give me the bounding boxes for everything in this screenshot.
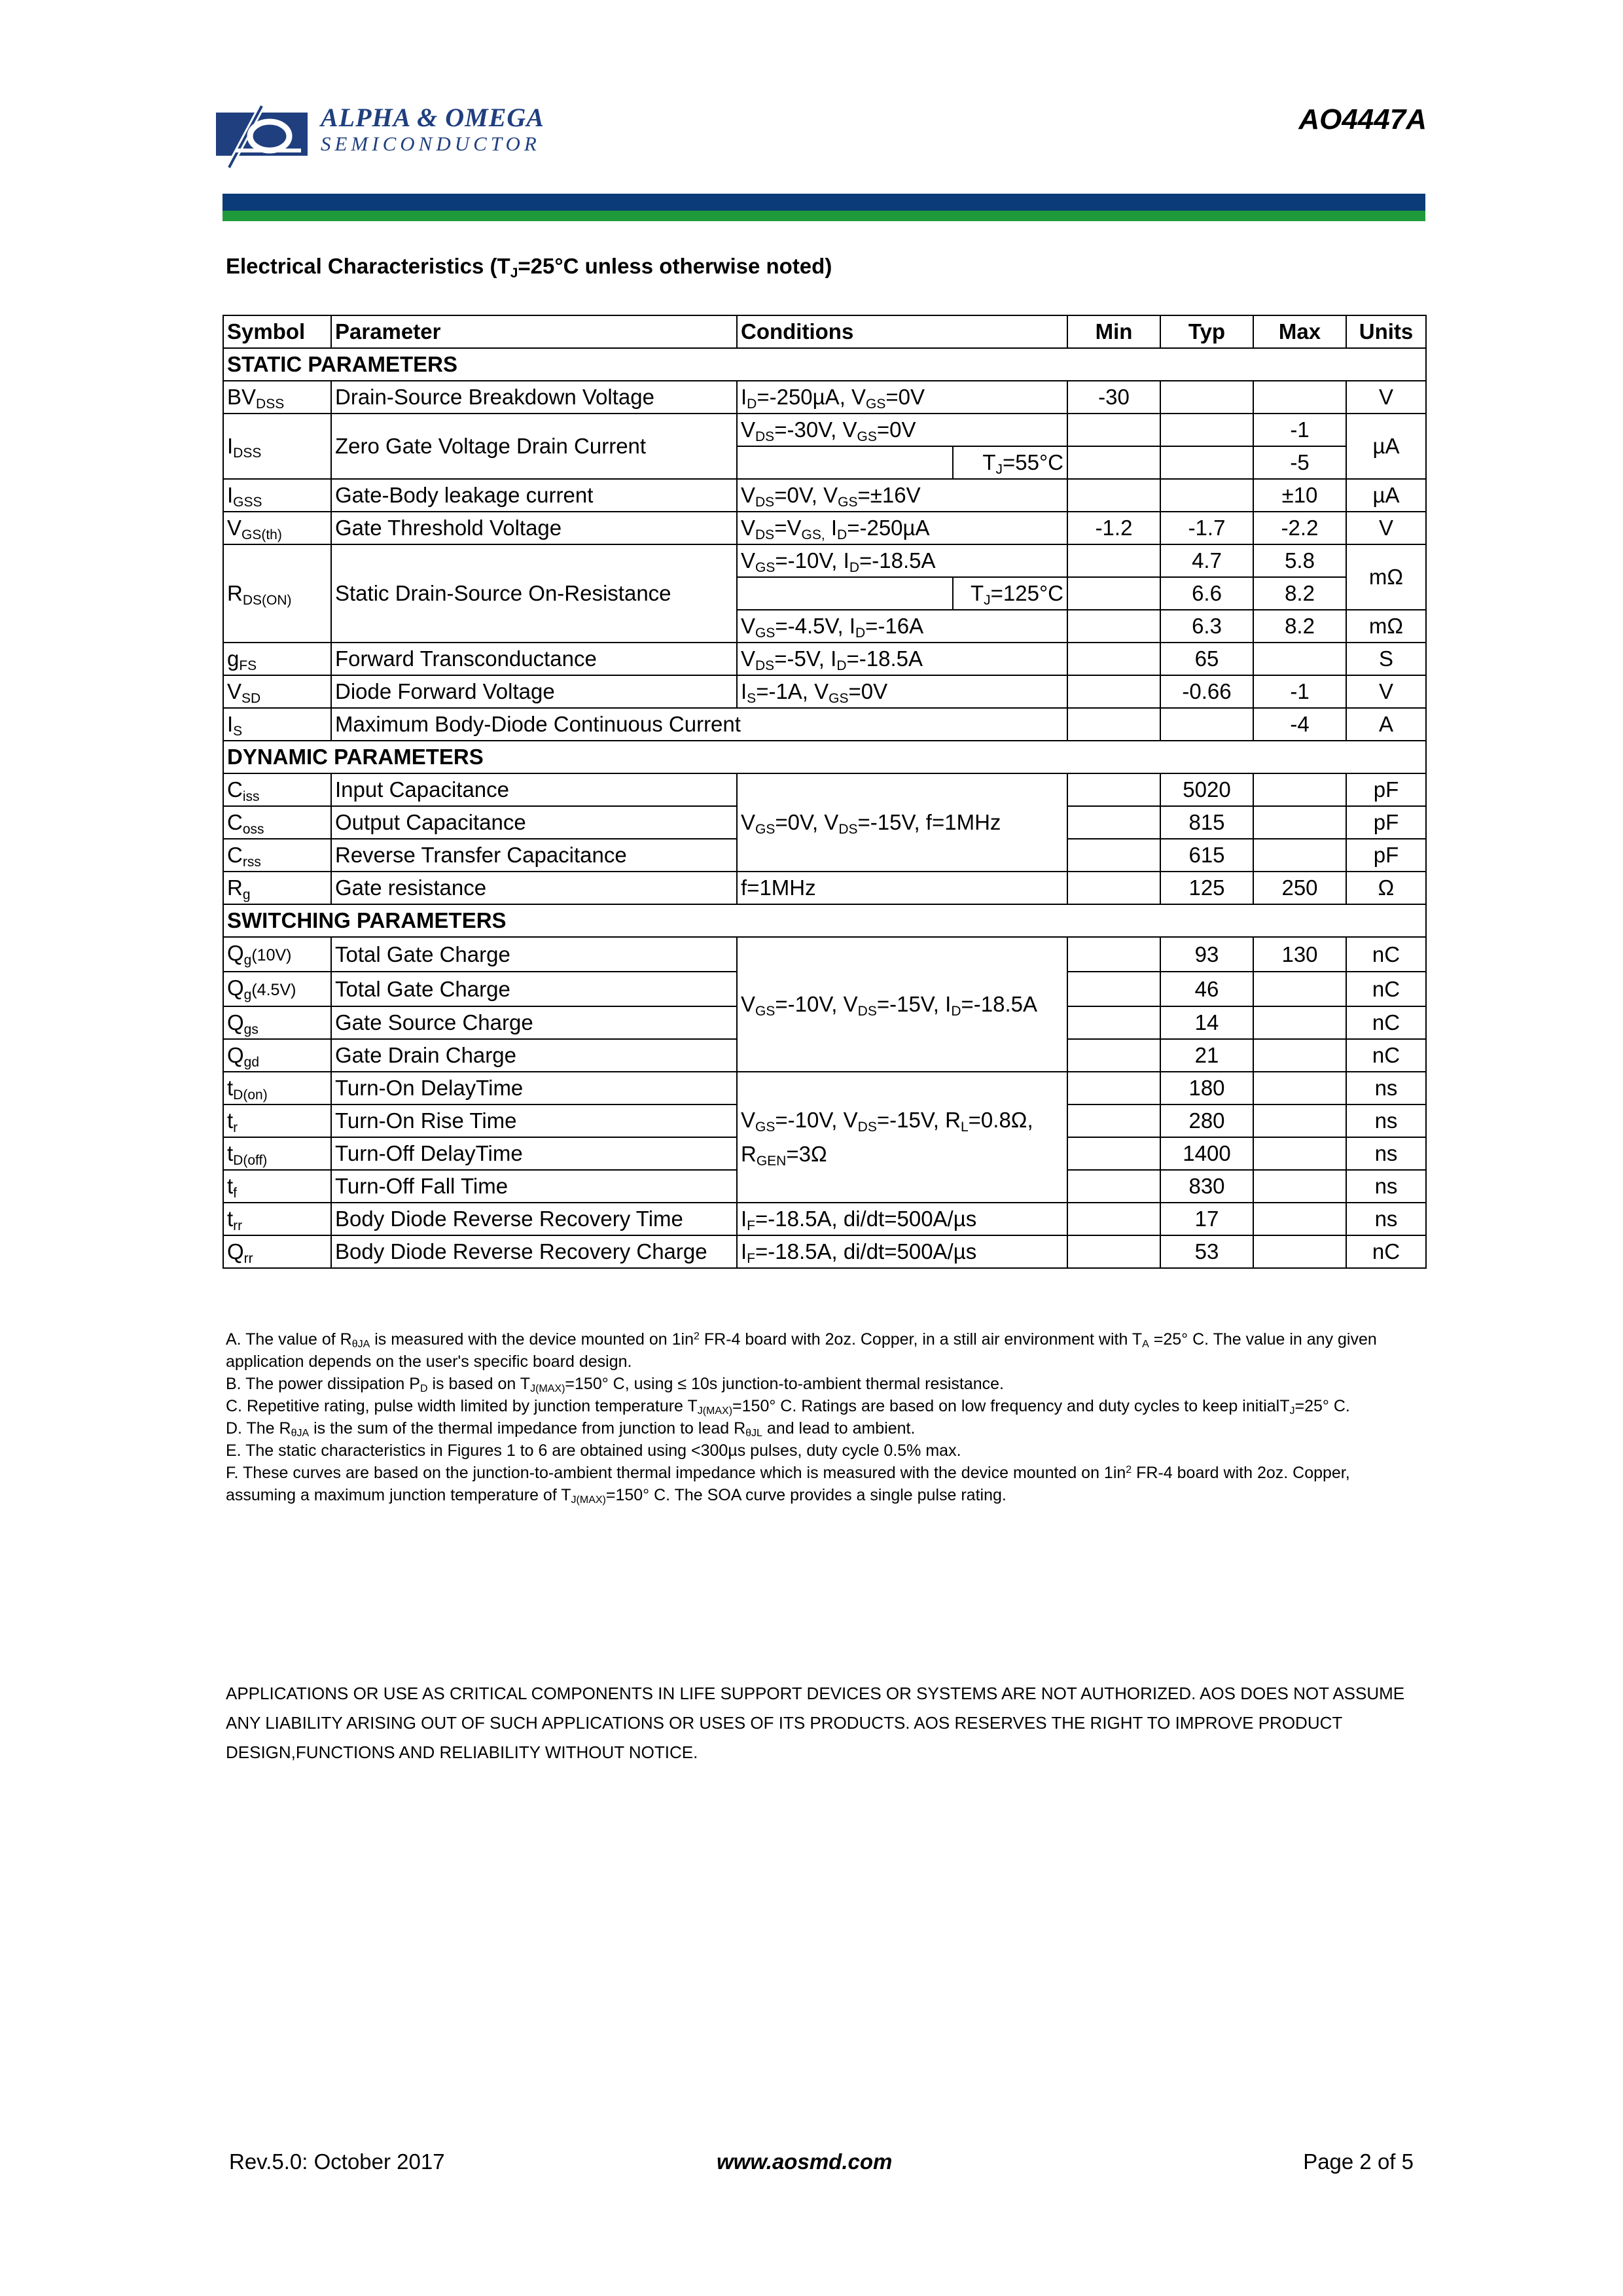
condition-spacer — [737, 577, 953, 610]
unit-cell: mΩ — [1346, 610, 1426, 643]
switch-cond-line2: RGEN=3Ω — [741, 1142, 827, 1169]
symbol-cell: tf — [223, 1170, 331, 1203]
max-cell — [1253, 1072, 1346, 1104]
table-header-row — [223, 315, 1426, 348]
parameter-cell: Turn-Off Fall Time — [331, 1170, 737, 1203]
header-min: Min — [1067, 315, 1160, 348]
max-cell — [1253, 381, 1346, 414]
condition-cell: IF=-18.5A, di/dt=500A/µs — [737, 1235, 1067, 1268]
unit-cell: pF — [1346, 839, 1426, 872]
max-cell: -1 — [1253, 675, 1346, 708]
max-cell: -1 — [1253, 414, 1346, 446]
note-f: F. These curves are based on the junction-to-ambient thermal impedance which is measured with the device mounted on $1in^2$ FR-4 board with 2oz. Copper, assuming a maximum junction temperature of TJ(MAX)=150° C. The SOA curve provides a single pulse rating. — [226, 1464, 1350, 1506]
min-cell — [1067, 773, 1160, 806]
parameter-cell: Gate resistance — [331, 872, 737, 904]
min-cell — [1067, 643, 1160, 675]
min-cell — [1067, 1137, 1160, 1170]
typ-cell — [1160, 446, 1253, 479]
max-cell — [1253, 1170, 1346, 1203]
min-cell — [1067, 544, 1160, 577]
max-cell: -5 — [1253, 446, 1346, 479]
symbol-cell: VSD — [223, 675, 331, 708]
unit-cell: nC — [1346, 1039, 1426, 1072]
table-row — [223, 479, 1426, 512]
unit-cell: S — [1346, 643, 1426, 675]
unit-cell: ns — [1346, 1104, 1426, 1137]
min-cell — [1067, 479, 1160, 512]
min-cell — [1067, 610, 1160, 643]
table-row — [223, 872, 1426, 904]
min-cell: -1.2 — [1067, 512, 1160, 544]
min-cell — [1067, 675, 1160, 708]
condition-cell: IS=-1A, VGS=0V — [737, 675, 1067, 708]
title-sub: J — [510, 266, 518, 281]
max-cell — [1253, 1104, 1346, 1137]
header-units: Units — [1346, 315, 1426, 348]
parameter-cell: Static Drain-Source On-Resistance — [331, 544, 737, 643]
table-row — [223, 1235, 1426, 1268]
unit-cell: ns — [1346, 1137, 1426, 1170]
max-cell: 250 — [1253, 872, 1346, 904]
symbol-cell: gFS — [223, 643, 331, 675]
parameter-cell: Total Gate Charge — [331, 937, 737, 972]
symbol-cell: Qg(4.5V) — [223, 972, 331, 1006]
note-a: A. The value of RθJA is measured with the device mounted on $1in^2$ FR-4 board with 2oz. Copper, in a still air environment with TA =25° C. The value in any given application depends on the user's specific board design. — [226, 1330, 1377, 1371]
symbol-cell: VGS(th) — [223, 512, 331, 544]
condition-cell: f=1MHz — [737, 872, 1067, 904]
table-row — [223, 381, 1426, 414]
symbol-cell: trr — [223, 1203, 331, 1235]
company-name: ALPHA & OMEGA — [321, 103, 544, 132]
unit-cell: A — [1346, 708, 1426, 741]
table-row — [223, 414, 1426, 446]
parameter-cell: Gate Drain Charge — [331, 1039, 737, 1072]
unit-cell: ns — [1346, 1203, 1426, 1235]
table-row — [223, 708, 1426, 741]
alpha-omega-logo-icon — [216, 103, 308, 169]
max-cell: -2.2 — [1253, 512, 1346, 544]
min-cell — [1067, 446, 1160, 479]
min-cell — [1067, 872, 1160, 904]
parameter-cell: Body Diode Reverse Recovery Time — [331, 1203, 737, 1235]
unit-cell: V — [1346, 381, 1426, 414]
min-cell — [1067, 708, 1160, 741]
symbol-cell: Qgd — [223, 1039, 331, 1072]
note-c: C. Repetitive rating, pulse width limited by junction temperature TJ(MAX)=150° C. Ratings are based on low frequency and duty cycles to keep initialTJ=25° C. — [226, 1397, 1350, 1417]
section-dynamic: DYNAMIC PARAMETERS — [223, 741, 1426, 773]
min-cell — [1067, 414, 1160, 446]
symbol-cell: Qrr — [223, 1235, 331, 1268]
symbol-cell: Ciss — [223, 773, 331, 806]
unit-cell: µA — [1346, 414, 1426, 479]
table-row — [223, 512, 1426, 544]
symbol-cell: Coss — [223, 806, 331, 839]
typ-cell — [1160, 479, 1253, 512]
typ-cell: -0.66 — [1160, 675, 1253, 708]
unit-cell: pF — [1346, 773, 1426, 806]
unit-cell: pF — [1346, 806, 1426, 839]
symbol-cell: IDSS — [223, 414, 331, 479]
parameter-cell: Input Capacitance — [331, 773, 737, 806]
part-number: AO4447A — [1298, 103, 1427, 135]
unit-cell: µA — [1346, 479, 1426, 512]
header-band-blue — [223, 194, 1425, 211]
min-cell — [1067, 577, 1160, 610]
parameter-cell: Body Diode Reverse Recovery Charge — [331, 1235, 737, 1268]
parameter-cell: Zero Gate Voltage Drain Current — [331, 414, 737, 479]
condition-cell: VDS=VGS, ID=-250µA — [737, 512, 1067, 544]
note-d: D. The RθJA is the sum of the thermal impedance from junction to lead RθJL and lead to ambient. — [226, 1419, 916, 1439]
condition-cell: VDS=-30V, VGS=0V — [737, 414, 1067, 446]
unit-cell: ns — [1346, 1170, 1426, 1203]
symbol-cell: tD(off) — [223, 1137, 331, 1170]
typ-cell: 46 — [1160, 972, 1253, 1006]
company-subtitle: SEMICONDUCTOR — [321, 132, 541, 155]
parameter-cell: Maximum Body-Diode Continuous Current — [331, 708, 1067, 741]
header-max: Max — [1253, 315, 1346, 348]
symbol-cell: Rg — [223, 872, 331, 904]
parameter-cell: Gate-Body leakage current — [331, 479, 737, 512]
title-prefix: Electrical Characteristics (T — [226, 254, 510, 278]
section-switching: SWITCHING PARAMETERS — [223, 904, 1426, 937]
max-cell: -4 — [1253, 708, 1346, 741]
max-cell — [1253, 839, 1346, 872]
condition-cell: ID=-250µA, VGS=0V — [737, 381, 1067, 414]
unit-cell: V — [1346, 675, 1426, 708]
section-row — [223, 904, 1426, 937]
min-cell — [1067, 1170, 1160, 1203]
max-cell — [1253, 806, 1346, 839]
header-parameter: Parameter — [331, 315, 737, 348]
typ-cell: 21 — [1160, 1039, 1253, 1072]
parameter-cell: Reverse Transfer Capacitance — [331, 839, 737, 872]
condition-cell: VGS=-4.5V, ID=-16A — [737, 610, 1067, 643]
parameter-cell: Gate Source Charge — [331, 1006, 737, 1039]
max-cell — [1253, 1137, 1346, 1170]
unit-cell: ns — [1346, 1072, 1426, 1104]
table-row — [223, 675, 1426, 708]
typ-cell: 5020 — [1160, 773, 1253, 806]
min-cell — [1067, 1072, 1160, 1104]
condition-cell: TJ=125°C — [953, 577, 1067, 610]
header-symbol: Symbol — [223, 315, 331, 348]
max-cell: 5.8 — [1253, 544, 1346, 577]
typ-cell — [1160, 414, 1253, 446]
note-e: E. The static characteristics in Figures 1 to 6 are obtained using <300µs pulses, duty cycle 0.5% max. — [226, 1441, 961, 1460]
footer-revision: Rev.5.0: October 2017 — [229, 2149, 445, 2174]
min-cell — [1067, 972, 1160, 1006]
typ-cell — [1160, 708, 1253, 741]
condition-cell: TJ=55°C — [953, 446, 1067, 479]
condition-cell: VGS=0V, VDS=-15V, f=1MHz — [737, 773, 1067, 872]
max-cell — [1253, 972, 1346, 1006]
parameter-cell: Diode Forward Voltage — [331, 675, 737, 708]
max-cell: 8.2 — [1253, 577, 1346, 610]
condition-cell: IF=-18.5A, di/dt=500A/µs — [737, 1203, 1067, 1235]
typ-cell: 65 — [1160, 643, 1253, 675]
table-row — [223, 773, 1426, 806]
symbol-cell: IGSS — [223, 479, 331, 512]
table-row — [223, 1072, 1426, 1104]
typ-cell: 280 — [1160, 1104, 1253, 1137]
parameter-cell: Drain-Source Breakdown Voltage — [331, 381, 737, 414]
typ-cell: 17 — [1160, 1203, 1253, 1235]
unit-cell: mΩ — [1346, 544, 1426, 610]
min-cell — [1067, 806, 1160, 839]
symbol-cell: Qg(10V) — [223, 937, 331, 972]
parameter-cell: Forward Transconductance — [331, 643, 737, 675]
parameter-cell: Gate Threshold Voltage — [331, 512, 737, 544]
parameter-cell: Turn-On Rise Time — [331, 1104, 737, 1137]
footer-page-number: Page 2 of 5 — [1303, 2149, 1414, 2174]
parameter-cell: Total Gate Charge — [331, 972, 737, 1006]
min-cell — [1067, 1235, 1160, 1268]
table-row — [223, 544, 1426, 577]
condition-cell — [737, 1072, 1067, 1203]
min-cell — [1067, 1104, 1160, 1137]
disclaimer: APPLICATIONS OR USE AS CRITICAL COMPONENTS IN LIFE SUPPORT DEVICES OR SYSTEMS ARE NOT AUTHORIZED. AOS DOES NOT ASSUME ANY LIABILITY ARISING OUT OF SUCH APPLICATIONS OR USES OF ITS PRODUCTS. AOS RESERVES THE RIGHT TO IMPROVE PRODUCT DESIGN,FUNCTIONS AND RELIABILITY WITHOUT NOTICE. — [226, 1684, 1405, 1762]
electrical-characteristics-table — [223, 315, 1427, 1269]
section-title — [226, 254, 832, 281]
typ-cell: 4.7 — [1160, 544, 1253, 577]
section-row — [223, 741, 1426, 773]
parameter-cell: Turn-Off DelayTime — [331, 1137, 737, 1170]
max-cell: 8.2 — [1253, 610, 1346, 643]
typ-cell: 1400 — [1160, 1137, 1253, 1170]
unit-cell: nC — [1346, 972, 1426, 1006]
min-cell — [1067, 839, 1160, 872]
unit-cell: nC — [1346, 937, 1426, 972]
header-band-green — [223, 211, 1425, 221]
note-b: B. The power dissipation PD is based on TJ(MAX)=150° C, using ≤ 10s junction-to-ambient thermal resistance. — [226, 1375, 1005, 1394]
typ-cell: 14 — [1160, 1006, 1253, 1039]
symbol-cell: Qgs — [223, 1006, 331, 1039]
typ-cell: 830 — [1160, 1170, 1253, 1203]
typ-cell: 615 — [1160, 839, 1253, 872]
parameter-cell: Output Capacitance — [331, 806, 737, 839]
min-cell — [1067, 1039, 1160, 1072]
unit-cell: Ω — [1346, 872, 1426, 904]
typ-cell: 93 — [1160, 937, 1253, 972]
typ-cell: 815 — [1160, 806, 1253, 839]
table-row — [223, 937, 1426, 972]
min-cell — [1067, 937, 1160, 972]
switch-cond-line1: VGS=-10V, VDS=-15V, RL=0.8Ω, — [741, 1108, 1033, 1135]
company-logo — [216, 99, 582, 171]
max-cell — [1253, 773, 1346, 806]
typ-cell: -1.7 — [1160, 512, 1253, 544]
condition-cell: VDS=-5V, ID=-18.5A — [737, 643, 1067, 675]
condition-spacer — [737, 446, 953, 479]
min-cell: -30 — [1067, 381, 1160, 414]
section-row — [223, 348, 1426, 381]
min-cell — [1067, 1006, 1160, 1039]
typ-cell: 125 — [1160, 872, 1253, 904]
footer-website-link[interactable]: www.aosmd.com — [717, 2149, 893, 2174]
max-cell — [1253, 1203, 1346, 1235]
symbol-cell: IS — [223, 708, 331, 741]
parameter-cell: Turn-On DelayTime — [331, 1072, 737, 1104]
typ-cell: 6.3 — [1160, 610, 1253, 643]
unit-cell: nC — [1346, 1235, 1426, 1268]
unit-cell: V — [1346, 512, 1426, 544]
max-cell: 130 — [1253, 937, 1346, 972]
condition-cell: VGS=-10V, VDS=-15V, ID=-18.5A — [737, 937, 1067, 1072]
typ-cell: 53 — [1160, 1235, 1253, 1268]
header-typ: Typ — [1160, 315, 1253, 348]
typ-cell: 6.6 — [1160, 577, 1253, 610]
symbol-cell: RDS(ON) — [223, 544, 331, 643]
max-cell: ±10 — [1253, 479, 1346, 512]
max-cell — [1253, 1235, 1346, 1268]
max-cell — [1253, 1006, 1346, 1039]
typ-cell — [1160, 381, 1253, 414]
symbol-cell: BVDSS — [223, 381, 331, 414]
condition-cell: VGS=-10V, ID=-18.5A — [737, 544, 1067, 577]
header-conditions: Conditions — [737, 315, 1067, 348]
min-cell — [1067, 1203, 1160, 1235]
section-static: STATIC PARAMETERS — [223, 348, 1426, 381]
symbol-cell: tD(on) — [223, 1072, 331, 1104]
footnotes — [226, 1328, 1417, 1506]
max-cell — [1253, 1039, 1346, 1072]
symbol-cell: tr — [223, 1104, 331, 1137]
symbol-cell: Crss — [223, 839, 331, 872]
unit-cell: nC — [1346, 1006, 1426, 1039]
title-suffix: =25°C unless otherwise noted) — [518, 254, 832, 278]
table-row — [223, 643, 1426, 675]
max-cell — [1253, 643, 1346, 675]
typ-cell: 180 — [1160, 1072, 1253, 1104]
condition-cell: VDS=0V, VGS=±16V — [737, 479, 1067, 512]
table-row — [223, 1203, 1426, 1235]
